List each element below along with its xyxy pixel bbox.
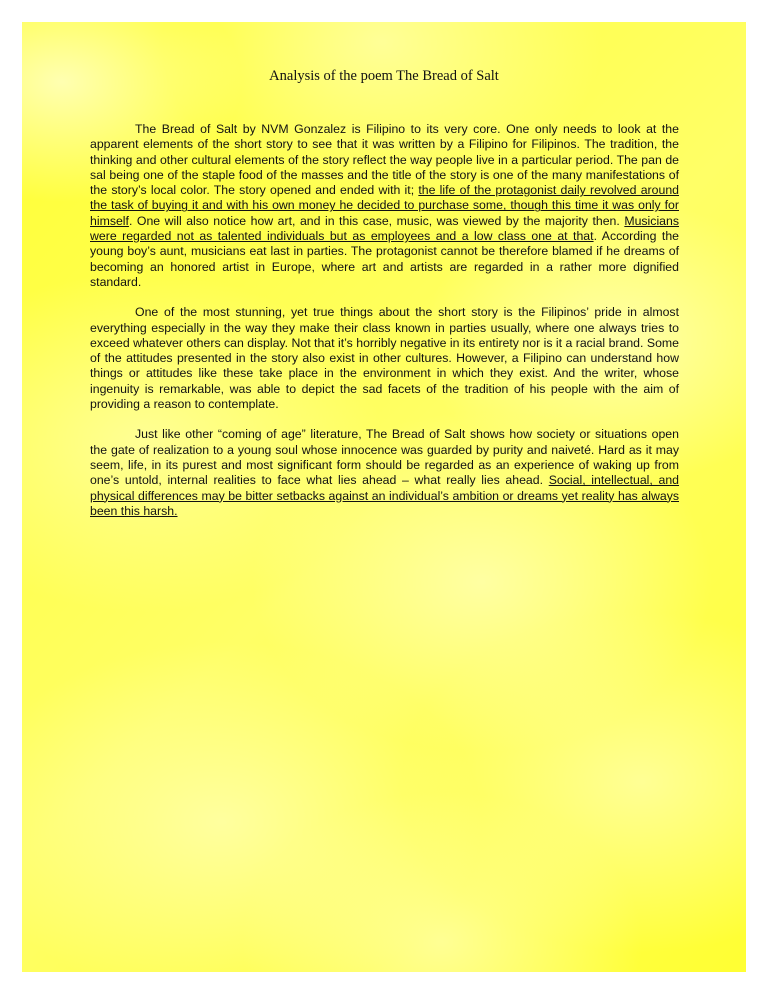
document-title: Analysis of the poem The Bread of Salt bbox=[269, 68, 499, 84]
paragraph-1 bbox=[90, 122, 679, 290]
paragraph-3-text: Just like other “coming of age” literature, The Bread of Salt shows how society or situations open the gate of realization to a young soul whose innocence was guarded by purity and naiveté. Hard as it may seem, life, in its purest and most significant form should be regarded as an experience of waking up from one’s untold, internal realities to face what lies ahead – what really lies ahead. bbox=[90, 427, 679, 488]
paragraph-2: One of the most stunning, yet true things about the short story is the Filipinos’ pride in almost everything especially in the way they make their class known in parties usually, where one always tries to exceed whatever others can display. Not that it’s horribly negative in its entirety nor is it a racial brand. Some of the attitudes presented in the story also exist in other cultures. However, a Filipino can understand how things or attitudes like these take place in the environment in which they exist. And the writer, whose ingenuity is remarkable, was able to depict the sad facets of the tradition of his people with the aim of providing a reason to contemplate. bbox=[90, 305, 679, 412]
paragraph-3-underline: Social, intellectual, and physical differences may be bitter setbacks against an individual’s ambition or dreams yet reality has always been this harsh. bbox=[90, 473, 680, 518]
document-body bbox=[90, 122, 679, 534]
paragraph-1-underline-a: the life of the protagonist daily revolved around the task of buying it and with his own money he decided to purchase some, though this time it was only for himself bbox=[90, 183, 679, 228]
paragraph-1-text-c: . According the young boy’s aunt, musicians eat last in parties. The protagonist cannot be therefore blamed if he dreams of becoming an honored artist in Europe, where art and artists are regarded in a rather more dignified standard. bbox=[90, 229, 679, 289]
paragraph-3 bbox=[90, 427, 679, 519]
paragraph-1-text-a: The Bread of Salt by NVM Gonzalez is Filipino to its very core. One only needs to look at the apparent elements of the short story to see that it was written by a Filipino for Filipinos. The tradition, the thinking and other cultural elements of the story reflect the way people live in a particular period. The pan de sal being one of the staple food of the masses and the title of the story is one of the many manifestations of the story’s local color. The story opened and ended with it; bbox=[90, 122, 679, 198]
paragraph-1-underline-b: Musicians were regarded not as talented individuals but as employees and a low class one at that bbox=[90, 213, 679, 244]
paragraph-1-text-b: . One will also notice how art, and in this case, music, was viewed by the majority then. bbox=[128, 213, 625, 228]
